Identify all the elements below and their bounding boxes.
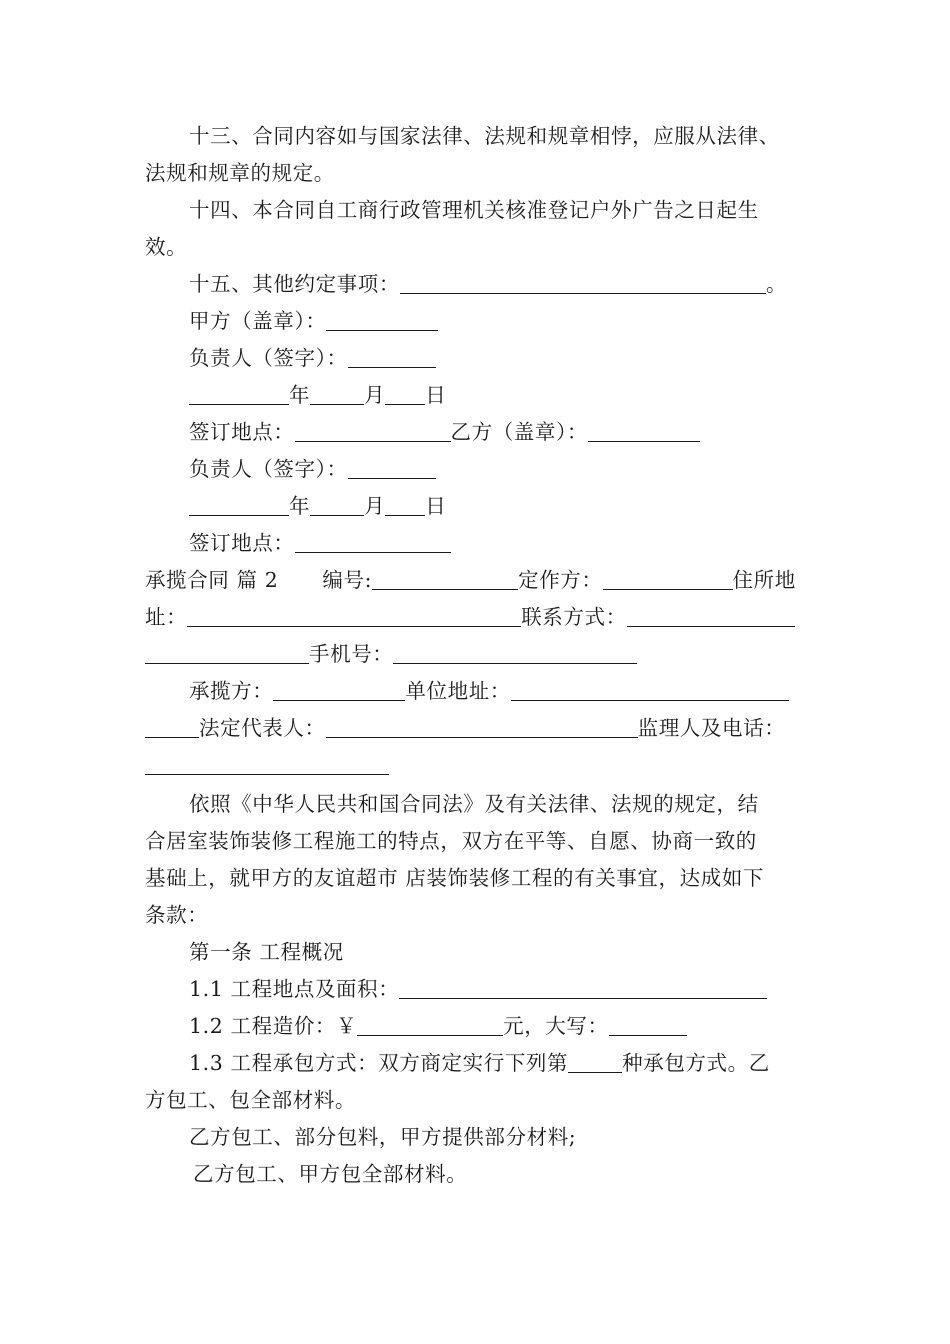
legal-rep-line: 法定代表人： 监理人及电话：: [145, 714, 785, 742]
item-1-3-line-1: 1.3 工程承包方式：双方商定实行下列第 种承包方式。乙: [189, 1051, 770, 1075]
option-owner-materials: 乙方包工、甲方包全部材料。: [193, 1162, 468, 1186]
clause-13-line-2: 法规和规章的规定。: [145, 161, 335, 185]
fill-blank: [511, 680, 789, 701]
signing-place-line: 签订地点：: [189, 529, 451, 557]
fill-blank: [348, 347, 436, 368]
item-1-1-line: 1.1 工程地点及面积：: [189, 975, 767, 1003]
party-a-date-line: 年 月 日: [189, 381, 446, 409]
fill-blank: [326, 310, 438, 331]
fill-blank: [372, 569, 518, 590]
fill-blank: [400, 273, 766, 294]
party-b-signatory-line: 负责人（签字）：: [189, 455, 436, 483]
fill-blank: [348, 458, 436, 479]
address-contact-line: 址： 联系方式：: [145, 603, 795, 631]
preamble-line-2: 合居室装饰装修工程施工的特点，双方在平等、自愿、协商一致的: [145, 829, 757, 853]
mobile-line: 手机号：: [145, 640, 637, 668]
fill-blank: [603, 569, 733, 590]
fill-blank: [145, 754, 389, 775]
preamble-line-1: 依照《中华人民共和国合同法》及有关法律、法规的规定，结: [189, 792, 759, 816]
signing-place-party-b-line: 签订地点： 乙方（盖章）：: [189, 418, 700, 446]
preamble-line-4: 条款：: [145, 903, 209, 927]
party-a-signatory-line: 负责人（签字）：: [189, 344, 436, 372]
fill-blank: [568, 1052, 622, 1073]
fill-blank: [385, 384, 425, 405]
clause-15-line: 十五、其他约定事项： 。: [189, 272, 788, 296]
fill-blank: [609, 1015, 687, 1036]
fill-blank: [273, 680, 405, 701]
fill-blank: [145, 717, 199, 738]
clause-13-line-1: 十三、合同内容如与国家法律、法规和规章相悖，应服从法律、: [189, 124, 780, 148]
option-partial-materials: 乙方包工、部分包料，甲方提供部分材料;: [189, 1125, 577, 1149]
fill-blank: [187, 606, 521, 627]
fill-blank: [295, 421, 451, 442]
clause-14-line-1: 十四、本合同自工商行政管理机关核准登记户外广告之日起生: [189, 198, 759, 222]
fill-blank: [310, 495, 364, 516]
contractor-line: 承揽方： 单位地址：: [189, 677, 789, 705]
preamble-line-3: 基础上，就甲方的友谊超市 店装饰装修工程的有关事宜，达成如下: [145, 866, 765, 890]
item-1-3-line-2: 方包工、包全部材料。: [145, 1088, 356, 1112]
fill-blank: [310, 384, 364, 405]
party-a-seal-line: 甲方（盖章）：: [189, 307, 438, 335]
party-b-date-line: 年 月 日: [189, 492, 446, 520]
fill-blank: [145, 643, 309, 664]
fill-blank: [385, 495, 425, 516]
fill-blank: [627, 606, 795, 627]
supervisor-phone-blank-line: [145, 751, 389, 779]
fill-blank: [295, 532, 451, 553]
fill-blank: [189, 384, 289, 405]
fill-blank: [399, 978, 767, 999]
fill-blank: [357, 1015, 503, 1036]
clause-14-line-2: 效。: [145, 235, 188, 259]
item-1-2-line: 1.2 工程造价：￥ 元，大写：: [189, 1012, 687, 1040]
contract-2-header-line: 承揽合同 篇 2 编号: 定作方： 住所地: [145, 568, 796, 592]
fill-blank: [588, 421, 700, 442]
article-1-heading: 第一条 工程概况: [189, 940, 344, 964]
fill-blank: [393, 643, 637, 664]
fill-blank: [189, 495, 289, 516]
fill-blank: [326, 717, 638, 738]
